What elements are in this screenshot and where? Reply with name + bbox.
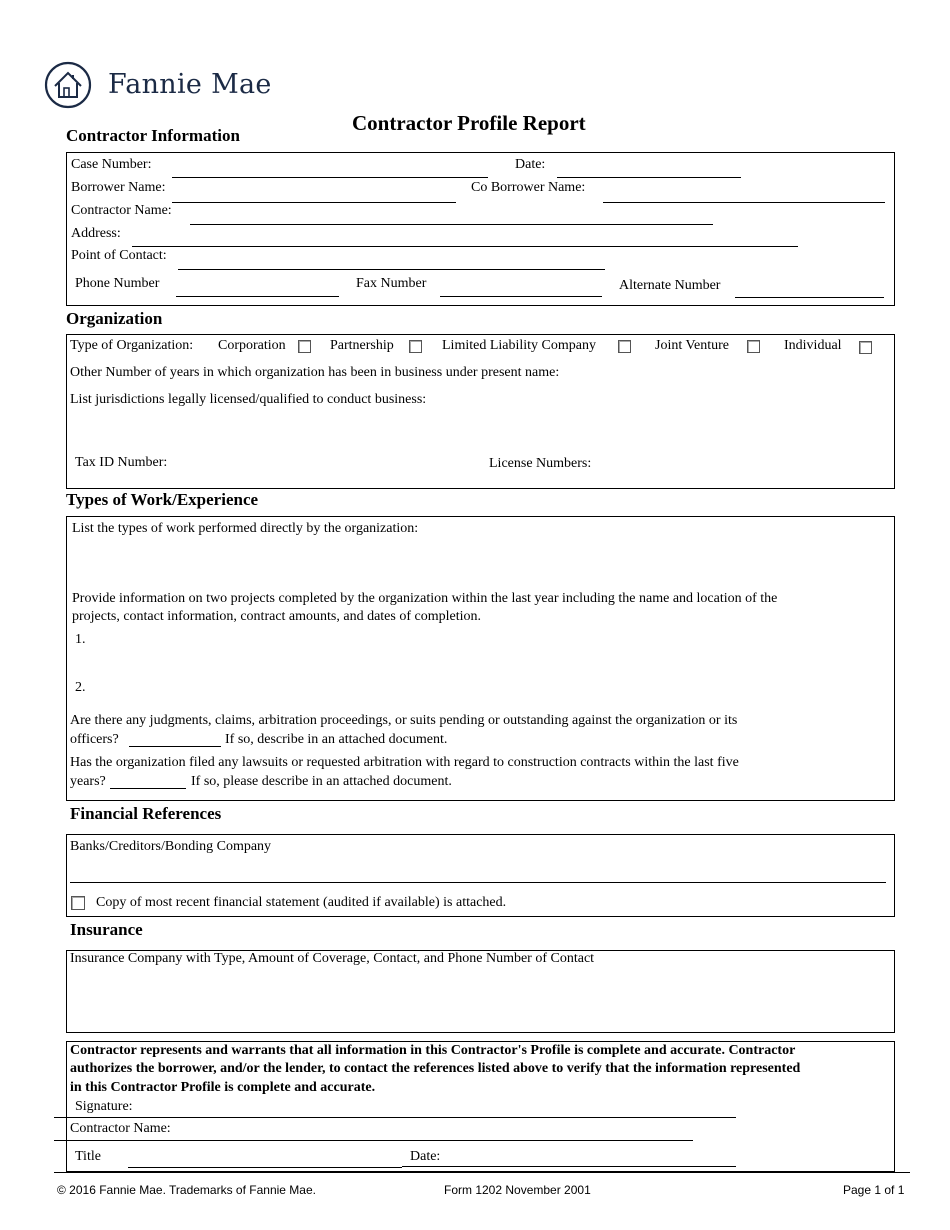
co-borrower-name-field[interactable] xyxy=(603,202,885,203)
contractor-info-section xyxy=(66,152,895,306)
case-number-field[interactable] xyxy=(172,177,488,178)
organization-heading: Organization xyxy=(66,309,163,328)
certification-contractor-name-label: Contractor Name: xyxy=(70,1121,171,1136)
judgments-suffix: If so, describe in an attached document. xyxy=(225,732,448,747)
lawsuits-text-line1: Has the organization filed any lawsuits or requested arbitration with regard to construction contracts within the last five xyxy=(70,755,739,770)
project-item-2: 2. xyxy=(75,680,86,695)
fax-number-field[interactable] xyxy=(440,296,602,297)
certification-text-line2: authorizes the borrower, and/or the lender, to contact the references listed above to verify that the information represented xyxy=(70,1061,801,1076)
signature-label: Signature: xyxy=(75,1099,133,1114)
contractor-name-label: Contractor Name: xyxy=(71,203,172,218)
judgments-answer-field[interactable] xyxy=(129,746,221,747)
certification-date-field[interactable] xyxy=(402,1166,736,1167)
insurance-label: Insurance Company with Type, Amount of Coverage, Contact, and Phone Number of Contact xyxy=(70,951,595,966)
point-of-contact-label: Point of Contact: xyxy=(71,248,167,263)
fannie-mae-logo xyxy=(44,60,294,112)
organization-section xyxy=(66,334,895,489)
financial-references-heading: Financial References xyxy=(70,804,222,823)
title-label: Title xyxy=(75,1149,101,1164)
type-llc-label: Limited Liability Company xyxy=(442,338,596,353)
address-field[interactable] xyxy=(132,246,798,247)
tax-id-label: Tax ID Number: xyxy=(75,455,168,470)
address-label: Address: xyxy=(71,226,121,241)
lawsuits-answer-field[interactable] xyxy=(110,788,186,789)
banks-creditors-field[interactable] xyxy=(70,882,886,883)
fax-number-label: Fax Number xyxy=(356,276,427,291)
footer-divider xyxy=(54,1172,910,1173)
alternate-number-label: Alternate Number xyxy=(619,278,721,293)
certification-date-label: Date: xyxy=(410,1149,441,1164)
footer-page-number: Page 1 of 1 xyxy=(843,1183,905,1197)
organization-type-label: Type of Organization: xyxy=(70,338,194,353)
date-label: Date: xyxy=(515,157,546,172)
borrower-name-label: Borrower Name: xyxy=(71,180,166,195)
type-partnership-label: Partnership xyxy=(330,338,394,353)
financial-statement-label: Copy of most recent financial statement (audited if available) is attached. xyxy=(96,895,507,910)
footer-copyright: © 2016 Fannie Mae. Trademarks of Fannie Mae. xyxy=(57,1183,316,1197)
project-item-1: 1. xyxy=(75,632,86,647)
footer-form-number: Form 1202 November 2001 xyxy=(444,1183,591,1197)
certification-text-line3: in this Contractor Profile is complete and accurate. xyxy=(70,1080,376,1095)
license-numbers-label: License Numbers: xyxy=(489,456,592,471)
co-borrower-name-label: Co Borrower Name: xyxy=(471,180,586,195)
title-field[interactable] xyxy=(128,1167,402,1168)
judgments-text-line1: Are there any judgments, claims, arbitration proceedings, or suits pending or outstanding against the organization or its xyxy=(70,713,738,728)
work-experience-heading: Types of Work/Experience xyxy=(66,490,259,509)
llc-checkbox[interactable] xyxy=(618,340,631,353)
type-corporation-label: Corporation xyxy=(218,338,286,353)
corporation-checkbox[interactable] xyxy=(298,340,311,353)
individual-checkbox[interactable] xyxy=(859,341,872,354)
phone-number-label: Phone Number xyxy=(75,276,160,291)
financial-statement-checkbox[interactable] xyxy=(71,896,85,910)
joint-venture-checkbox[interactable] xyxy=(747,340,760,353)
case-number-label: Case Number: xyxy=(71,157,152,172)
banks-creditors-label: Banks/Creditors/Bonding Company xyxy=(70,839,272,854)
page-title: Contractor Profile Report xyxy=(352,111,586,135)
type-individual-label: Individual xyxy=(784,338,842,353)
date-field[interactable] xyxy=(557,177,741,178)
signature-field[interactable] xyxy=(54,1117,736,1118)
alternate-number-field[interactable] xyxy=(735,297,884,298)
phone-number-field[interactable] xyxy=(176,296,339,297)
certification-text-line1: Contractor represents and warrants that all information in this Contractor's Profile is complete and accurate. Contractor xyxy=(70,1043,796,1058)
work-types-label: List the types of work performed directly by the organization: xyxy=(72,521,419,536)
judgments-prefix: officers? xyxy=(70,732,119,747)
partnership-checkbox[interactable] xyxy=(409,340,422,353)
brand-name: Fannie Mae xyxy=(108,69,272,100)
lawsuits-prefix: years? xyxy=(70,774,106,789)
insurance-heading: Insurance xyxy=(70,920,143,939)
borrower-name-field[interactable] xyxy=(172,202,456,203)
certification-contractor-name-field[interactable] xyxy=(54,1140,693,1141)
contractor-info-heading: Contractor Information xyxy=(66,126,240,145)
lawsuits-suffix: If so, please describe in an attached document. xyxy=(191,774,452,789)
projects-text-line1: Provide information on two projects completed by the organization within the last year including the name and location of the xyxy=(72,591,778,606)
type-joint-venture-label: Joint Venture xyxy=(655,338,730,353)
jurisdictions-label: List jurisdictions legally licensed/qualified to conduct business: xyxy=(70,392,427,407)
projects-text-line2: projects, contact information, contract amounts, and dates of completion. xyxy=(72,609,481,624)
house-logo-icon xyxy=(44,60,92,110)
years-in-business-label: Other Number of years in which organization has been in business under present name: xyxy=(70,365,560,380)
contractor-name-field[interactable] xyxy=(190,224,713,225)
point-of-contact-field[interactable] xyxy=(178,269,605,270)
